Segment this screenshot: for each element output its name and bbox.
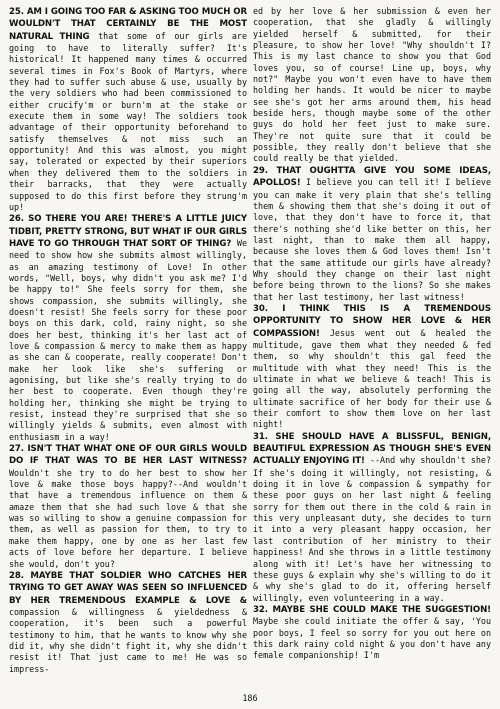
paragraph-32 [253,604,491,662]
paragraph-31-body: --And why shouldn't she? If she's doing it willingly, not resisting, & doing it in love & compassion & sympathy for these poor guys on her last night & feeling sorry for them out there in the cold & rain in this very unpleasant duty, she decides to turn it into a very pleasant happy occasion, her last contribution of her ministry to their happiness! And she throws in a little testimony along with it! Let's have her witnessing to these guys & explain why she's willing to do it & why she's glad to do it, offering herself willingly, even volunteering in a way. [253,455,491,603]
paragraph-29-body: I believe you can tell it! I believe you can make it very plain that she's telling them & showing them that she's doing it out of love, that they don't have to force it, that there's nothing she'd like better on this, her last night, than to make them all happy, because she loves them & God loves them! Isn't that the same attitude our girls have already? Why should they change on their last night before being thrown to the lions? So she makes that her last testimony, her last witness! [253,177,491,302]
left-column [9,6,247,690]
paragraph-32-heading: 32. MAYBE SHE COULD MAKE THE SUGGESTION! [253,604,491,615]
paragraph-26 [9,213,247,443]
paragraph-27 [9,443,247,570]
paragraph-25-body: that some of our girls are going to have to literally suffer? It's historical! It happened many times & occurred several times in Fox's Book of Martyrs, where they had to suffer such abuse & use, usually by the very soldiers who had been commissioned to either crucify'm or burn'm at the stake or execute them in some way! The soldiers took advantage of their opportunity beforehand to satisfy themselves & not miss such an opportunity! And this was almost, you might say, tolerated or expected by their superiors when they delivered them to the soldiers in their barracks, that they were actually supposed to do this first before they strung'm up! [9,30,247,212]
paragraph-28-continued [253,6,491,165]
paragraph-25 [9,6,247,213]
page-number: 186 [242,694,258,704]
paragraph-27-heading: 27. ISN'T THAT WHAT ONE OF OUR GIRLS WOULD DO IF THAT WAS TO BE HER LAST WITNESS? [9,444,247,467]
paragraph-26-body: We need to show how she submits almost willingly, as an amazing testimony of Love! In other words, "Well, boys, why didn't you ask me? I'd be happy to!" She feels sorry for them, she shows compassion, she submits willingly, she doesn't resist! She feels sorry for these poor boys on this dark, cold, rainy night, so she does her best, thinking it's her last act of love & compassion & mercy to make them as happy as she can & cooperate, really cooperate! Don't make her look like she's suffering or agonising, but like she's really trying to do her best to cooperate. Even though they're holding her, thinking she might be trying to resist, instead they're surprised that she so willingly yields & submits, even almost with enthusiasm in a way! [9,237,247,442]
paragraph-28 [9,570,247,675]
paragraph-28-heading: 28. MAYBE THAT SOLDIER WHO CATCHES HER TRYING TO GET AWAY WAS SEEN SO INFLUENCED BY HER TREMENDOUS EXAMPLE & LOVE & [9,570,247,606]
paragraph-30-body: Jesus went out & healed the multitude, gave them what they needed & fed them, so why shouldn't this gal feed the multitude with what they need! This is the ultimate in what we believe & teach! This is going all the way, absolutely performing the ultimate sacrifice of her body for their use & their comfort to show them love on her last night! [253,327,491,430]
text-columns [9,6,491,690]
paragraph-29-heading: 29. THAT OUGHTTA GIVE YOU SOME IDEAS, APOLLOS! [253,165,491,189]
paragraph-31 [253,431,491,604]
paragraph-27-body: Wouldn't she try to do her best to show her love & make those boys happy?--And wouldn't that have a tremendous influence on them & amaze them that she had such love & that she was so willing to show a genuine compassion for them, as well as passion for them, to try to make them happy, one by one as her last few acts of love before her departure. I believe she would, don't you? [9,467,247,569]
right-column [253,6,491,690]
paragraph-29 [253,165,491,303]
paragraph-25-heading: 25. AM I GOING TOO FAR & ASKING TOO MUCH OR WOULDN'T THAT CERTAINLY BE THE MOST NATURAL THING [9,7,247,42]
paragraph-32-body: Maybe she could initiate the offer & say, 'You poor boys, I feel so sorry for you out here on this dark rainy cold night & you don't have any female companionship! I'm [253,616,491,661]
paragraph-26-heading: 26. SO THERE YOU ARE! THERE'S A LITTLE JUICY TIDBIT, PRETTY STRONG, BUT WHAT IF OUR GIRLS HAVE TO GO THROUGH THAT SORT OF THING? [9,214,247,249]
paragraph-30 [253,303,491,431]
paragraph-28-continued-body: ed by her love & her submission & even her cooperation, that she gladly & willingly yielded herself & submitted, for their pleasure, to show her love! "Why shouldn't I? This is my last chance to show you that God loves you, so of course! Line up, boys, why not?" Maybe you won't even have to have them holding her hands. It would be nicer to maybe see she's got her arms around them, his head beside hers, though maybe some of the other guys do hold her feet just to make sure. They're not quite sure that it could be possible, they really don't believe that she could really be that yielded. [253,6,491,164]
paragraph-28-body: compassion & willingness & yieldedness & cooperation, it's been such a powerful testimony to him, that he wants to know why she did it, why she didn't fight it, why she didn't resist it! That just came to me! He was so impress- [9,606,247,674]
paragraph-31-heading: 31. SHE SHOULD HAVE A BLISSFUL, BENIGN, BEAUTIFUL EXPRESSION AS THOUGH SHE'S EVEN ACTUALLY ENJOYING IT! [253,431,491,467]
paragraph-30-heading: 30. I THINK THIS IS A TREMENDOUS OPPORTUNITY TO SHOW HER LOVE & HER COMPASSION! [253,303,491,339]
